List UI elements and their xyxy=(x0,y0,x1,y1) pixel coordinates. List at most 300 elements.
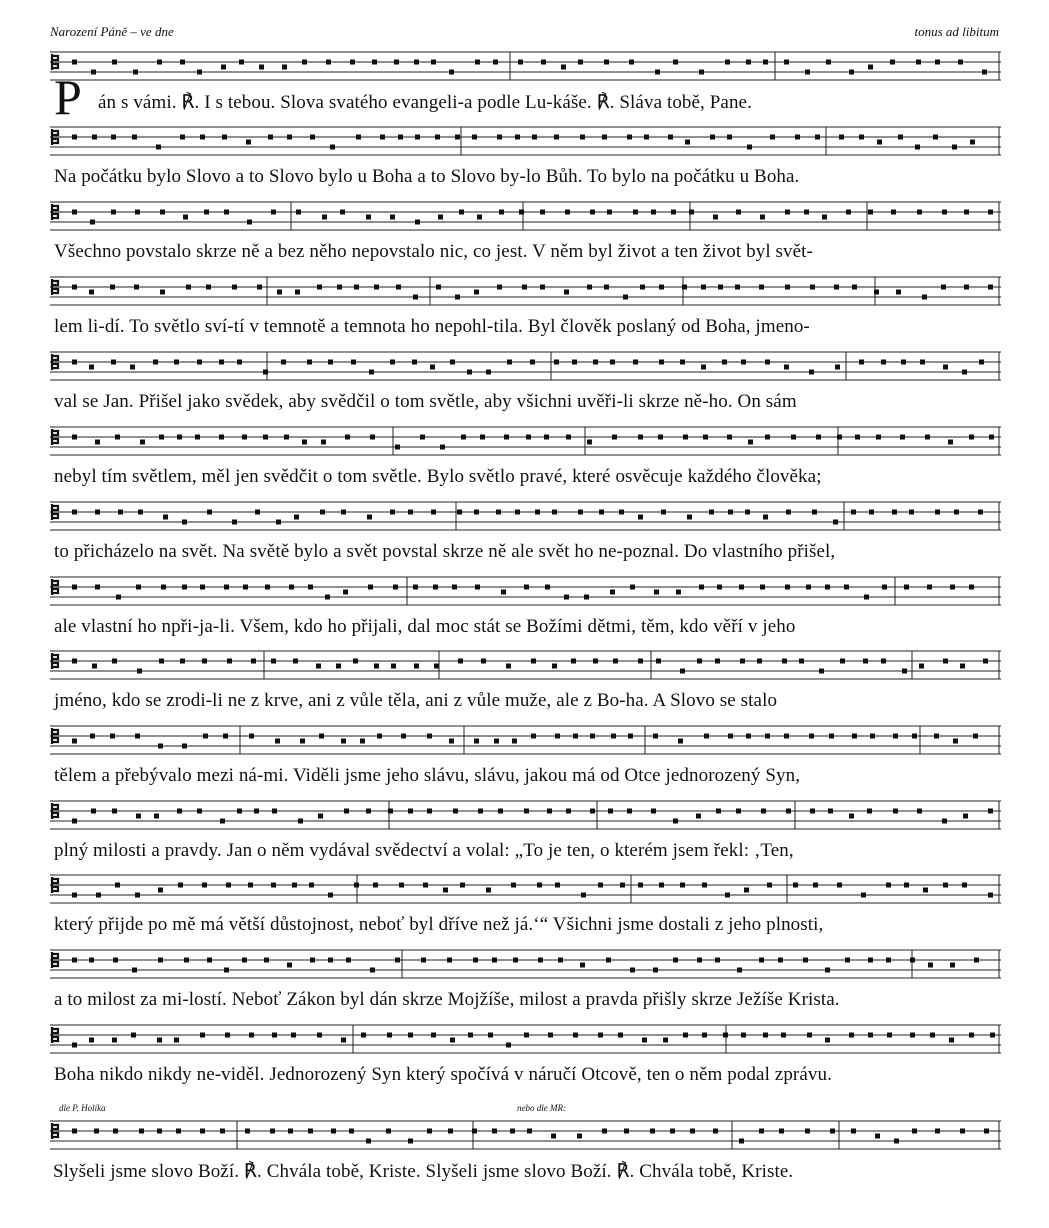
note xyxy=(380,135,385,140)
note xyxy=(526,435,531,440)
note xyxy=(765,734,770,739)
note xyxy=(759,958,764,963)
note xyxy=(72,360,77,365)
note xyxy=(91,809,96,814)
staff-svg xyxy=(50,350,1001,382)
note xyxy=(203,734,208,739)
chant-system xyxy=(50,50,1001,130)
note xyxy=(896,290,901,295)
note xyxy=(935,510,940,515)
note xyxy=(678,739,683,744)
staff xyxy=(50,649,1001,681)
note xyxy=(950,963,955,968)
note xyxy=(552,510,557,515)
note xyxy=(354,285,359,290)
note xyxy=(356,135,361,140)
note xyxy=(651,809,656,814)
note xyxy=(623,295,628,300)
note xyxy=(350,60,355,65)
note xyxy=(703,435,708,440)
note xyxy=(510,1129,515,1134)
note xyxy=(935,1129,940,1134)
note xyxy=(455,295,460,300)
note xyxy=(870,734,875,739)
note xyxy=(507,360,512,365)
note xyxy=(391,664,396,669)
note xyxy=(846,210,851,215)
note xyxy=(655,70,660,75)
note xyxy=(157,1038,162,1043)
note xyxy=(619,510,624,515)
note xyxy=(943,365,948,370)
note xyxy=(174,1038,179,1043)
note xyxy=(427,809,432,814)
note xyxy=(497,135,502,140)
note xyxy=(486,370,491,375)
chant-system xyxy=(50,275,1001,355)
note xyxy=(272,1033,277,1038)
note xyxy=(682,285,687,290)
note xyxy=(222,135,227,140)
note xyxy=(481,659,486,664)
note xyxy=(793,883,798,888)
note xyxy=(531,659,536,664)
note xyxy=(868,1033,873,1038)
note xyxy=(72,285,77,290)
note xyxy=(739,1139,744,1144)
note xyxy=(377,734,382,739)
note xyxy=(671,210,676,215)
note xyxy=(431,510,436,515)
note xyxy=(221,65,226,70)
note xyxy=(271,659,276,664)
note xyxy=(276,520,281,525)
note xyxy=(512,739,517,744)
note xyxy=(882,585,887,590)
note xyxy=(676,590,681,595)
note xyxy=(219,435,224,440)
note xyxy=(268,135,273,140)
note xyxy=(781,1033,786,1038)
note xyxy=(839,135,844,140)
note xyxy=(558,958,563,963)
note xyxy=(983,659,988,664)
note xyxy=(763,60,768,65)
note xyxy=(174,360,179,365)
note xyxy=(564,595,569,600)
note xyxy=(825,1038,830,1043)
note xyxy=(492,1129,497,1134)
note xyxy=(115,435,120,440)
note xyxy=(638,883,643,888)
note xyxy=(197,70,202,75)
note xyxy=(133,70,138,75)
note xyxy=(893,734,898,739)
note xyxy=(110,285,115,290)
note xyxy=(702,1033,707,1038)
note xyxy=(200,1033,205,1038)
note xyxy=(90,220,95,225)
note xyxy=(746,60,751,65)
note xyxy=(950,585,955,590)
note xyxy=(254,809,259,814)
note xyxy=(399,883,404,888)
note xyxy=(696,814,701,819)
note xyxy=(852,734,857,739)
note xyxy=(111,210,116,215)
note xyxy=(809,370,814,375)
note xyxy=(518,60,523,65)
note xyxy=(833,520,838,525)
note xyxy=(577,1134,582,1139)
note xyxy=(690,1129,695,1134)
note xyxy=(291,1033,296,1038)
note xyxy=(786,809,791,814)
note xyxy=(474,290,479,295)
lyric-line: to přicházelo na svět. Na světě bylo a svět povstal skrze ně ale svět ho ne-poznal. Do vlastního přišel, xyxy=(54,541,836,562)
note xyxy=(370,968,375,973)
note xyxy=(135,210,140,215)
note xyxy=(72,510,77,515)
note xyxy=(544,435,549,440)
lyric-line: plný milosti a pravdy. Jan o něm vydával svědectví a volal: „To je ten, o kterém jsem řekl: ‚Ten, xyxy=(54,840,794,861)
lyric-line: Slyšeli jsme slovo Boží. ℟. Chvála tobě, Kriste. Slyšeli jsme slovo Boží. ℟. Chvála tobě, Kriste. xyxy=(53,1161,794,1182)
note xyxy=(431,60,436,65)
note xyxy=(224,585,229,590)
note xyxy=(435,135,440,140)
note xyxy=(328,360,333,365)
note xyxy=(226,883,231,888)
note xyxy=(135,893,140,898)
staff xyxy=(50,948,1001,980)
note xyxy=(72,893,77,898)
note xyxy=(136,814,141,819)
note xyxy=(408,809,413,814)
note xyxy=(627,135,632,140)
note xyxy=(607,210,612,215)
note xyxy=(658,435,663,440)
note xyxy=(459,210,464,215)
note xyxy=(366,215,371,220)
note xyxy=(551,1134,556,1139)
note xyxy=(659,285,664,290)
note xyxy=(408,1033,413,1038)
note xyxy=(701,365,706,370)
note xyxy=(763,1033,768,1038)
lyric-line: ale vlastní ho npři-ja-li. Všem, kdo ho přijali, dal moc stát se Božími dětmi, těm, kdo věří v jeho xyxy=(54,616,796,637)
chant-system xyxy=(50,649,1001,729)
note xyxy=(401,734,406,739)
note xyxy=(587,440,592,445)
note xyxy=(611,734,616,739)
note xyxy=(353,659,358,664)
staff-svg xyxy=(50,649,1001,681)
note xyxy=(270,1129,275,1134)
note xyxy=(111,360,116,365)
note xyxy=(414,60,419,65)
note xyxy=(628,734,633,739)
note xyxy=(177,809,182,814)
staff-svg xyxy=(50,50,1001,82)
note xyxy=(449,739,454,744)
note xyxy=(183,215,188,220)
note xyxy=(590,210,595,215)
note xyxy=(598,883,603,888)
note xyxy=(204,210,209,215)
note xyxy=(336,664,341,669)
note xyxy=(310,135,315,140)
note xyxy=(799,659,804,664)
note xyxy=(393,585,398,590)
lyric-line: který přijde po mě má větší důstojnost, neboť byl dříve než já.‘“ Všichni jsme dostali z jeho plnosti, xyxy=(54,914,824,935)
note xyxy=(761,809,766,814)
note xyxy=(804,210,809,215)
note xyxy=(810,809,815,814)
note xyxy=(988,809,993,814)
note xyxy=(886,883,891,888)
note xyxy=(650,1129,655,1134)
note xyxy=(859,360,864,365)
note xyxy=(354,883,359,888)
note xyxy=(930,1033,935,1038)
note xyxy=(697,659,702,664)
note xyxy=(697,958,702,963)
note xyxy=(840,659,845,664)
staff-svg xyxy=(50,425,1001,457)
note xyxy=(224,210,229,215)
note xyxy=(935,60,940,65)
note xyxy=(330,145,335,150)
note xyxy=(360,739,365,744)
note xyxy=(158,888,163,893)
note xyxy=(448,1129,453,1134)
note xyxy=(638,659,643,664)
note xyxy=(653,734,658,739)
note xyxy=(784,365,789,370)
note xyxy=(242,958,247,963)
note xyxy=(255,510,260,515)
note xyxy=(861,893,866,898)
note xyxy=(892,510,897,515)
note xyxy=(962,370,967,375)
note xyxy=(904,883,909,888)
note xyxy=(868,210,873,215)
note xyxy=(340,210,345,215)
note xyxy=(736,809,741,814)
note xyxy=(95,440,100,445)
note xyxy=(113,1129,118,1134)
note xyxy=(881,659,886,664)
note xyxy=(132,135,137,140)
note xyxy=(522,285,527,290)
note xyxy=(638,435,643,440)
note xyxy=(197,360,202,365)
note xyxy=(92,664,97,669)
note xyxy=(659,360,664,365)
note xyxy=(699,70,704,75)
lyric-line: lem li-dí. To světlo sví-tí v temnotě a temnota ho nepohl-tila. Byl člověk poslaný od Boha, jmeno- xyxy=(54,316,810,337)
lyric-line: a to milost za mi-lostí. Neboť Zákon byl dán skrze Mojžíše, milost a pravda přišly skrze Ježíše Krista. xyxy=(54,989,840,1010)
note xyxy=(941,285,946,290)
note xyxy=(160,210,165,215)
note xyxy=(232,520,237,525)
note xyxy=(289,585,294,590)
note xyxy=(717,585,722,590)
note xyxy=(912,734,917,739)
note xyxy=(247,220,252,225)
note xyxy=(499,210,504,215)
note xyxy=(779,1129,784,1134)
source-note-right: nebo dle MR: xyxy=(517,1103,566,1113)
note xyxy=(552,664,557,669)
note xyxy=(851,1129,856,1134)
note xyxy=(554,135,559,140)
note xyxy=(868,958,873,963)
note xyxy=(361,1033,366,1038)
note xyxy=(519,210,524,215)
note xyxy=(970,140,975,145)
note xyxy=(629,60,634,65)
note xyxy=(298,819,303,824)
note xyxy=(140,440,145,445)
note xyxy=(874,290,879,295)
note xyxy=(815,135,820,140)
note xyxy=(302,60,307,65)
note xyxy=(184,958,189,963)
lyric-line: Všechno povstalo skrze ně a bez něho nepovstalo nic, co jest. V něm byl život a ten život byl svět- xyxy=(54,241,813,262)
note xyxy=(242,435,247,440)
note xyxy=(200,1129,205,1134)
note xyxy=(420,435,425,440)
note xyxy=(661,510,666,515)
note xyxy=(368,585,373,590)
note xyxy=(573,734,578,739)
note xyxy=(460,883,465,888)
note xyxy=(72,210,77,215)
note xyxy=(909,510,914,515)
note xyxy=(131,1033,136,1038)
note xyxy=(524,809,529,814)
note xyxy=(450,1038,455,1043)
note xyxy=(934,734,939,739)
note xyxy=(527,1129,532,1134)
note xyxy=(969,435,974,440)
note xyxy=(954,510,959,515)
note xyxy=(320,510,325,515)
note xyxy=(506,1043,511,1048)
note xyxy=(477,215,482,220)
note xyxy=(110,734,115,739)
note xyxy=(849,814,854,819)
note xyxy=(673,60,678,65)
staff xyxy=(50,125,1001,157)
note xyxy=(727,135,732,140)
note xyxy=(132,968,137,973)
note xyxy=(638,515,643,520)
note xyxy=(112,60,117,65)
note xyxy=(718,285,723,290)
note xyxy=(308,1129,313,1134)
note xyxy=(475,585,480,590)
note xyxy=(408,1139,413,1144)
note xyxy=(663,1038,668,1043)
note xyxy=(449,70,454,75)
note xyxy=(153,360,158,365)
note xyxy=(288,1129,293,1134)
note xyxy=(746,734,751,739)
staff xyxy=(50,200,1001,232)
note xyxy=(538,958,543,963)
note xyxy=(969,1033,974,1038)
note xyxy=(197,809,202,814)
note xyxy=(813,883,818,888)
note xyxy=(91,70,96,75)
staff xyxy=(50,425,1001,457)
note xyxy=(737,968,742,973)
note xyxy=(413,585,418,590)
chant-system-final xyxy=(50,1103,1001,1199)
note xyxy=(715,659,720,664)
note xyxy=(467,370,472,375)
note xyxy=(468,1033,473,1038)
note xyxy=(819,669,824,674)
note xyxy=(473,958,478,963)
note xyxy=(284,435,289,440)
note xyxy=(716,809,721,814)
note xyxy=(651,210,656,215)
note xyxy=(281,360,286,365)
note xyxy=(952,145,957,150)
note xyxy=(803,958,808,963)
note xyxy=(540,285,545,290)
note xyxy=(345,435,350,440)
note xyxy=(620,883,625,888)
note xyxy=(920,360,925,365)
note xyxy=(390,510,395,515)
note xyxy=(715,958,720,963)
chant-system xyxy=(50,200,1001,280)
note xyxy=(488,1033,493,1038)
note xyxy=(344,809,349,814)
note xyxy=(506,664,511,669)
note xyxy=(294,515,299,520)
note xyxy=(156,145,161,150)
note xyxy=(728,510,733,515)
note xyxy=(227,659,232,664)
note xyxy=(139,1129,144,1134)
note xyxy=(673,819,678,824)
note xyxy=(566,809,571,814)
note xyxy=(612,435,617,440)
note xyxy=(427,734,432,739)
note xyxy=(182,520,187,525)
note xyxy=(163,515,168,520)
note xyxy=(656,659,661,664)
note xyxy=(844,585,849,590)
note xyxy=(739,585,744,590)
note xyxy=(130,365,135,370)
note xyxy=(316,664,321,669)
note xyxy=(111,135,116,140)
note xyxy=(195,435,200,440)
note xyxy=(443,888,448,893)
note xyxy=(785,585,790,590)
note xyxy=(822,215,827,220)
note xyxy=(953,739,958,744)
staff-svg xyxy=(50,799,1001,831)
staff xyxy=(50,575,1001,607)
note xyxy=(287,963,292,968)
